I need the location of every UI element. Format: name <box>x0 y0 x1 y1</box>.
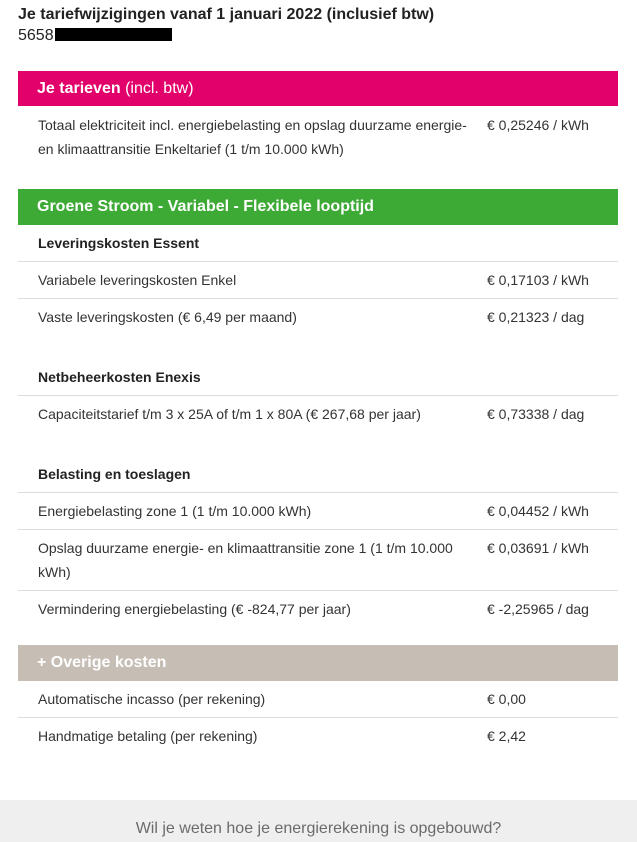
row-label: Energiebelasting zone 1 (1 t/m 10.000 kWh) <box>38 503 312 519</box>
table-row <box>18 298 618 335</box>
row-label: Capaciteitstarief t/m 3 x 25A of t/m 1 x 80A (€ 267,68 per jaar) <box>38 406 421 422</box>
product-heading: Groene Stroom - Variabel - Flexibele looptijd <box>18 189 618 225</box>
table-row <box>18 681 618 717</box>
product-section <box>18 189 618 627</box>
account-number-prefix: 5658 <box>18 27 54 44</box>
group-title-belasting: Belasting en toeslagen <box>38 466 191 482</box>
row-label: Variabele leveringskosten Enkel <box>38 272 237 288</box>
table-row <box>18 261 618 298</box>
redaction-bar <box>55 28 172 41</box>
page-title: Je tariefwijzigingen vanaf 1 januari 2022 (inclusief btw) <box>18 6 435 23</box>
table-row <box>18 590 618 627</box>
row-value: € 0,17103 / kWh <box>487 272 589 288</box>
row-label: Totaal elektriciteit incl. energiebelasting en opslag duurzame energie- en klimaattransitie Enkeltarief (1 t/m 10.000 kWh) <box>38 117 467 157</box>
row-label: Vermindering energiebelasting (€ -824,77 per jaar) <box>38 601 351 617</box>
tariffs-heading <box>18 71 618 106</box>
account-number <box>18 26 619 46</box>
footer-question: Wil je weten hoe je energierekening is opgebouwd? <box>135 820 502 837</box>
row-label: Opslag duurzame energie- en klimaattransitie zone 1 (1 t/m 10.000 kWh) <box>38 540 453 580</box>
tariffs-section <box>18 71 618 167</box>
table-row <box>18 492 618 529</box>
other-costs-section <box>18 645 618 754</box>
row-value: € 2,42 <box>487 728 526 744</box>
row-value: € 0,00 <box>487 691 526 707</box>
tariffs-heading-light: (incl. btw) <box>125 80 194 97</box>
row-label: Vaste leveringskosten (€ 6,49 per maand) <box>38 309 297 325</box>
row-value: € -2,25965 / dag <box>487 601 589 617</box>
row-label: Automatische incasso (per rekening) <box>38 691 266 707</box>
row-label: Handmatige betaling (per rekening) <box>38 728 258 744</box>
table-row <box>18 395 618 432</box>
group-title-netbeheer: Netbeheerkosten Enexis <box>38 369 201 385</box>
row-value: € 0,73338 / dag <box>487 406 585 422</box>
other-costs-heading[interactable]: + Overige kosten <box>18 645 618 681</box>
row-value: € 0,21323 / dag <box>487 309 585 325</box>
table-row <box>18 717 618 754</box>
row-value: € 0,03691 / kWh <box>487 540 589 556</box>
table-row <box>18 106 618 167</box>
table-row <box>18 529 618 590</box>
tariffs-heading-bold: Je tarieven <box>37 80 121 97</box>
footer-banner <box>0 800 637 842</box>
group-title-levering: Leveringskosten Essent <box>38 235 200 251</box>
row-value: € 0,04452 / kWh <box>487 503 589 519</box>
row-value: € 0,25246 / kWh <box>487 117 589 133</box>
page-header <box>0 0 637 46</box>
